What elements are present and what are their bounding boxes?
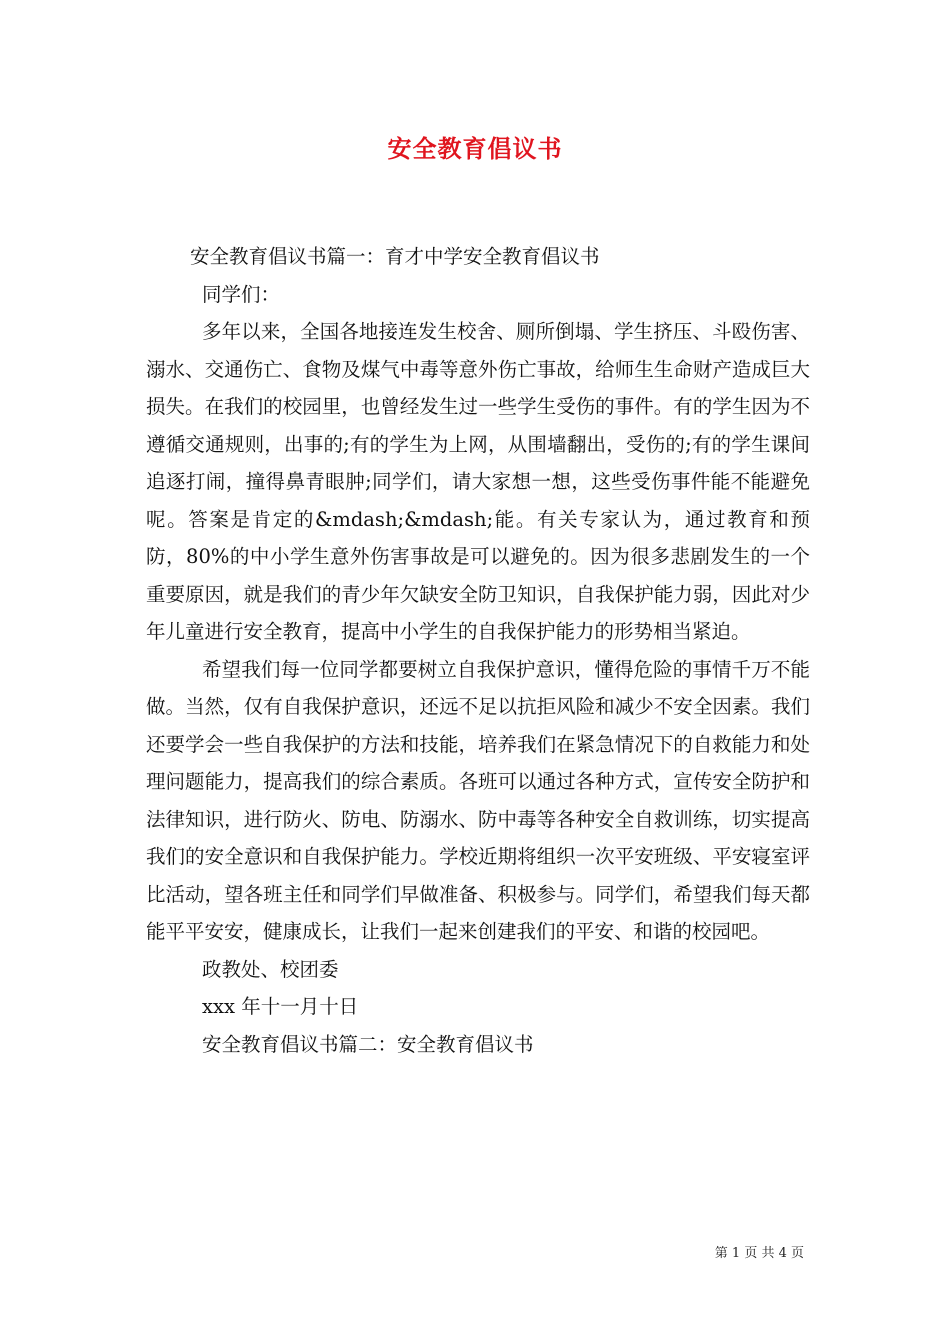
- document-title: 安全教育倡议书: [387, 134, 563, 163]
- document-body: [146, 238, 810, 1063]
- paragraph-two: 希望我们每一位同学都要树立自我保护意识，懂得危险的事情千万不能做。当然，仅有自我保护意识，还远不足以抗拒风险和减少不安全因素。我们还要学会一些自我保护的方法和技能，培养我们在紧急情况下的自救能力和处理问题能力，提高我们的综合素质。各班可以通过各种方式，宣传安全防护和法律知识，进行防火、防电、防溺水、防中毒等各种安全自救训练，切实提高我们的安全意识和自我保护能力。学校近期将组织一次平安班级、平安寝室评比活动，望各班主任和同学们早做准备、积极参与。同学们，希望我们每天都能平平安安，健康成长，让我们一起来创建我们的平安、和谐的校园吧。: [146, 657, 810, 943]
- section-two-heading: 安全教育倡议书篇二：安全教育倡议书: [202, 1032, 534, 1056]
- section-one-heading: 安全教育倡议书篇一：育才中学安全教育倡议书: [190, 245, 600, 268]
- signature-date: xxx 年十一月十日: [202, 995, 359, 1018]
- page-number-footer: 第 1 页 共 4 页: [714, 1246, 804, 1261]
- paragraph-one: 多年以来，全国各地接连发生校舍、厕所倒塌、学生挤压、斗殴伤害、溺水、交通伤亡、食物及煤气中毒等意外伤亡事故，给师生生命财产造成巨大损失。在我们的校园里，也曾经发生过一些学生受伤的事件。有的学生因为不遵循交通规则，出事的;有的学生为上网，从围墙翻出，受伤的;有的学生课间追逐打闹，撞得鼻青眼肿;同学们，请大家想一想，这些受伤事件能不能避免呢。答案是肯定的&mdash;&mdash;能。有关专家认为，通过教育和预防，80%的中小学生意外伤害事故是可以避免的。因为很多悲剧发生的一个重要原因，就是我们的青少年欠缺安全防卫知识，自我保护能力弱，因此对少年儿童进行安全教育，提高中小学生的自我保护能力的形势相当紧迫。: [146, 320, 810, 643]
- signature-organization: 政教处、校团委: [202, 957, 339, 981]
- salutation: 同学们：: [202, 282, 281, 306]
